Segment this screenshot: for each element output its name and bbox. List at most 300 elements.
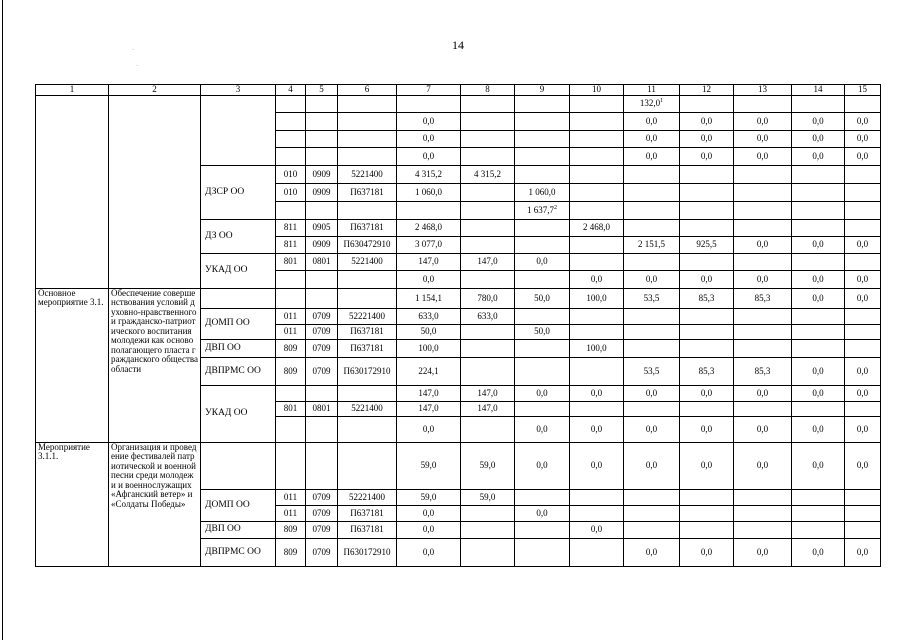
table-cell <box>792 96 845 113</box>
table-cell <box>792 309 845 325</box>
table-cell <box>36 96 109 289</box>
table-cell <box>734 166 792 184</box>
table-cell: 0,0 <box>734 271 792 289</box>
table-cell: 011 <box>276 490 306 506</box>
header-cell: 4 <box>276 85 306 96</box>
table-cell: 59,0 <box>397 490 461 506</box>
table-cell <box>515 309 570 325</box>
header-cell: 13 <box>734 85 792 96</box>
table-cell <box>338 113 397 131</box>
org-ukad: УКАД ОО <box>201 254 276 289</box>
table-cell <box>338 417 397 443</box>
table-cell: П637181 <box>338 340 397 358</box>
table-cell: 011 <box>276 325 306 340</box>
table-cell: П637181 <box>338 184 397 202</box>
table-cell: 809 <box>276 358 306 386</box>
table-cell: 50,0 <box>515 325 570 340</box>
table-cell <box>276 113 306 131</box>
table-cell: 0,0 <box>845 289 881 309</box>
table-cell <box>338 271 397 289</box>
table-cell <box>680 220 734 237</box>
table-cell <box>734 340 792 358</box>
measure-3-1-title: Основное мероприятие 3.1. <box>36 289 109 443</box>
table-cell: 0,0 <box>397 539 461 567</box>
table-cell <box>845 522 881 539</box>
table-cell <box>734 522 792 539</box>
table-cell <box>276 148 306 166</box>
table-cell: 0,0 <box>570 417 624 443</box>
table-row <box>36 289 881 309</box>
table-cell: 50,0 <box>397 325 461 340</box>
header-cell: 14 <box>792 85 845 96</box>
table-cell: 4 315,2 <box>397 166 461 184</box>
table-cell <box>201 289 276 309</box>
table-cell: 0,0 <box>792 417 845 443</box>
table-cell <box>792 184 845 202</box>
header-row <box>36 85 881 96</box>
table-cell <box>680 254 734 271</box>
table-cell: 1 637,7$^2$ <box>515 202 570 220</box>
table-cell: П637181 <box>338 220 397 237</box>
page-number: 14 <box>452 38 464 52</box>
table-cell: 0,0 <box>734 131 792 148</box>
table-cell: 0,0 <box>397 506 461 522</box>
table-cell: 011 <box>276 506 306 522</box>
table-cell <box>624 490 680 506</box>
table-cell: 0,0 <box>792 386 845 402</box>
table-cell <box>306 148 338 166</box>
table-cell <box>338 131 397 148</box>
header-cell: 12 <box>680 85 734 96</box>
table-cell: 59,0 <box>397 443 461 490</box>
table-cell <box>570 202 624 220</box>
org-dvprms: ДВПРМС ОО <box>201 358 276 386</box>
header-cell: 9 <box>515 85 570 96</box>
table-cell: 1 154,1 <box>397 289 461 309</box>
table-cell <box>461 96 515 113</box>
table-cell <box>734 506 792 522</box>
table-cell: П637181 <box>338 325 397 340</box>
table-cell: 0,0 <box>570 271 624 289</box>
table-cell <box>845 506 881 522</box>
table-cell <box>845 202 881 220</box>
table-cell: 5221400 <box>338 166 397 184</box>
table-cell: 0,0 <box>515 417 570 443</box>
table-cell <box>515 402 570 417</box>
table-cell <box>515 113 570 131</box>
table-cell: 0,0 <box>845 148 881 166</box>
table-cell: 0,0 <box>680 417 734 443</box>
header-cell: 1 <box>36 85 109 96</box>
table-cell <box>338 289 397 309</box>
table-cell: П637181 <box>338 506 397 522</box>
header-cell: 15 <box>845 85 881 96</box>
table-cell <box>338 386 397 402</box>
table-cell <box>792 325 845 340</box>
table-cell <box>734 184 792 202</box>
table-cell <box>845 254 881 271</box>
table-cell <box>792 202 845 220</box>
table-cell: 132,0$^1$ <box>624 96 680 113</box>
table-cell <box>570 96 624 113</box>
table-cell <box>570 184 624 202</box>
table-cell <box>570 539 624 567</box>
table-cell <box>734 490 792 506</box>
table-cell <box>515 148 570 166</box>
table-cell: 0,0 <box>624 131 680 148</box>
table-cell: 2 468,0 <box>397 220 461 237</box>
table-cell <box>624 522 680 539</box>
table-cell: 5221400 <box>338 402 397 417</box>
table-cell <box>792 220 845 237</box>
table-cell: 147,0 <box>397 254 461 271</box>
table-cell: 147,0 <box>461 254 515 271</box>
table-cell <box>570 148 624 166</box>
table-cell: 0,0 <box>845 539 881 567</box>
table-cell <box>109 96 201 289</box>
table-cell: 0,0 <box>792 539 845 567</box>
table-cell <box>680 309 734 325</box>
table-cell <box>461 506 515 522</box>
table-cell <box>734 202 792 220</box>
table-cell <box>515 522 570 539</box>
table-cell: 2 151,5 <box>624 237 680 254</box>
table-cell: 0,0 <box>624 539 680 567</box>
table-cell <box>461 184 515 202</box>
table-cell <box>276 417 306 443</box>
table-cell: 0,0 <box>792 271 845 289</box>
table-cell <box>461 522 515 539</box>
header-cell: 3 <box>201 85 276 96</box>
org-dz: ДЗ ОО <box>201 220 276 254</box>
table-cell: 1 060,0 <box>397 184 461 202</box>
table-cell <box>680 402 734 417</box>
table-cell: 0,0 <box>515 443 570 490</box>
table-cell: 633,0 <box>461 309 515 325</box>
table-cell <box>515 271 570 289</box>
header-cell: 11 <box>624 85 680 96</box>
table-cell <box>680 506 734 522</box>
table-cell: 809 <box>276 539 306 567</box>
table-cell <box>461 202 515 220</box>
table-cell <box>397 96 461 113</box>
table-cell <box>306 131 338 148</box>
table-cell: 85,3 <box>734 289 792 309</box>
table-cell: 0,0 <box>624 148 680 166</box>
table-cell <box>515 96 570 113</box>
table-cell <box>734 220 792 237</box>
org-domp: ДОМП ОО <box>201 490 276 522</box>
table-cell <box>845 490 881 506</box>
table-cell: 0709 <box>306 490 338 506</box>
table-cell <box>570 358 624 386</box>
table-row <box>36 443 881 490</box>
table-cell <box>306 417 338 443</box>
table-cell: 0,0 <box>680 386 734 402</box>
table-cell: 0,0 <box>680 443 734 490</box>
table-cell <box>680 166 734 184</box>
table-cell <box>276 131 306 148</box>
table-cell <box>306 113 338 131</box>
table-cell: 0,0 <box>845 386 881 402</box>
table-cell: 809 <box>276 340 306 358</box>
table-cell: 0,0 <box>845 417 881 443</box>
table-cell <box>624 184 680 202</box>
table-cell <box>338 443 397 490</box>
table-cell: 50,0 <box>515 289 570 309</box>
org-dvp: ДВП ОО <box>201 340 276 358</box>
table-cell <box>570 237 624 254</box>
table-cell <box>792 490 845 506</box>
table-cell: 925,5 <box>680 237 734 254</box>
budget-table <box>35 84 881 567</box>
table-cell <box>570 490 624 506</box>
table-cell: 0,0 <box>734 539 792 567</box>
table-cell: 0,0 <box>845 113 881 131</box>
table-cell: 0,0 <box>624 417 680 443</box>
org-dvprms: ДВПРМС ОО <box>201 539 276 567</box>
table-cell: 0,0 <box>792 358 845 386</box>
table-cell: 53,5 <box>624 358 680 386</box>
table-cell <box>734 96 792 113</box>
table-cell <box>276 289 306 309</box>
table-cell: 0909 <box>306 166 338 184</box>
table-cell: 0,0 <box>845 237 881 254</box>
table-cell: 0,0 <box>792 443 845 490</box>
table-cell: 0,0 <box>624 271 680 289</box>
table-cell: 011 <box>276 309 306 325</box>
table-cell <box>276 443 306 490</box>
table-cell <box>680 325 734 340</box>
table-cell <box>845 402 881 417</box>
table-cell <box>461 148 515 166</box>
table-cell <box>515 358 570 386</box>
table-cell: 0,0 <box>845 443 881 490</box>
table-cell <box>201 96 276 166</box>
table-cell: 0,0 <box>734 148 792 166</box>
table-cell <box>680 490 734 506</box>
table-cell <box>624 325 680 340</box>
table-cell <box>461 131 515 148</box>
table-cell: 0,0 <box>680 148 734 166</box>
table-cell: 0,0 <box>515 254 570 271</box>
table-cell <box>570 325 624 340</box>
table-cell: 147,0 <box>461 402 515 417</box>
table-cell <box>306 96 338 113</box>
table-cell: 85,3 <box>680 289 734 309</box>
table-cell <box>461 220 515 237</box>
table-cell <box>338 148 397 166</box>
table-cell <box>845 96 881 113</box>
table-cell: 0909 <box>306 184 338 202</box>
table-cell <box>792 166 845 184</box>
table-cell <box>680 184 734 202</box>
table-cell: 0,0 <box>680 271 734 289</box>
table-cell: 0,0 <box>845 131 881 148</box>
table-cell <box>276 271 306 289</box>
header-cell: 7 <box>397 85 461 96</box>
table-cell: 0,0 <box>734 113 792 131</box>
table-cell: 4 315,2 <box>461 166 515 184</box>
table-cell <box>734 309 792 325</box>
org-dvp: ДВП ОО <box>201 522 276 539</box>
table-cell: 59,0 <box>461 490 515 506</box>
table-cell: 0,0 <box>734 417 792 443</box>
table-cell: 1 060,0 <box>515 184 570 202</box>
table-cell: 0,0 <box>680 539 734 567</box>
table-cell: 85,3 <box>680 358 734 386</box>
header-cell: 5 <box>306 85 338 96</box>
table-cell <box>570 131 624 148</box>
table-cell: 0,0 <box>397 522 461 539</box>
table-cell: 0,0 <box>397 148 461 166</box>
table-cell: 0,0 <box>397 271 461 289</box>
table-cell: 85,3 <box>734 358 792 386</box>
table-cell <box>515 539 570 567</box>
table-cell <box>570 506 624 522</box>
scan-speck: · <box>132 46 135 54</box>
table-cell: 0709 <box>306 325 338 340</box>
table-cell <box>624 506 680 522</box>
table-cell <box>734 402 792 417</box>
table-cell <box>461 237 515 254</box>
table-cell <box>570 113 624 131</box>
table-cell <box>624 254 680 271</box>
table-cell: 809 <box>276 522 306 539</box>
scan-speck: · <box>136 62 139 70</box>
table-cell <box>515 490 570 506</box>
table-cell <box>306 202 338 220</box>
table-cell: 0,0 <box>792 237 845 254</box>
table-cell: 780,0 <box>461 289 515 309</box>
table-cell: 811 <box>276 237 306 254</box>
table-cell <box>570 402 624 417</box>
table-cell: 3 077,0 <box>397 237 461 254</box>
header-cell: 8 <box>461 85 515 96</box>
table-cell <box>461 113 515 131</box>
table-cell <box>397 202 461 220</box>
table-cell: 0709 <box>306 539 338 567</box>
measure-3-1-description: Обеспечение совершенствования условий духовно-нравственного и гражданско-патриотического воспитания молодежи как основополагающего пласта гражданского общества области <box>109 289 201 443</box>
table-cell <box>624 166 680 184</box>
table-cell: 0,0 <box>680 131 734 148</box>
table-cell: П630172910 <box>338 358 397 386</box>
table-cell <box>338 202 397 220</box>
table-cell: 0,0 <box>734 443 792 490</box>
table-cell <box>845 325 881 340</box>
table-cell <box>734 254 792 271</box>
table-cell: 0709 <box>306 506 338 522</box>
table-cell: 801 <box>276 402 306 417</box>
table-cell <box>680 202 734 220</box>
table-cell: 52221400 <box>338 309 397 325</box>
table-cell: 224,1 <box>397 358 461 386</box>
table-cell: 0,0 <box>570 522 624 539</box>
table-cell: 0,0 <box>845 271 881 289</box>
table-cell <box>680 96 734 113</box>
table-cell <box>461 539 515 567</box>
table-cell <box>680 522 734 539</box>
table-cell <box>570 309 624 325</box>
table-cell: 52221400 <box>338 490 397 506</box>
table-cell: 0,0 <box>734 237 792 254</box>
table-cell <box>461 358 515 386</box>
table-cell <box>201 443 276 490</box>
table-cell <box>792 340 845 358</box>
table-cell <box>306 289 338 309</box>
table-cell: 0909 <box>306 237 338 254</box>
table-cell <box>845 220 881 237</box>
table-cell <box>792 254 845 271</box>
table-cell: 811 <box>276 220 306 237</box>
table-cell: 100,0 <box>570 340 624 358</box>
table-cell <box>306 271 338 289</box>
table-cell: 147,0 <box>397 386 461 402</box>
table-cell: 0801 <box>306 254 338 271</box>
table-cell <box>306 443 338 490</box>
table-cell <box>845 340 881 358</box>
table-cell <box>276 386 306 402</box>
table-cell: 0,0 <box>845 358 881 386</box>
table-cell: 0,0 <box>397 417 461 443</box>
table-cell: 0,0 <box>624 386 680 402</box>
table-cell: П630472910 <box>338 237 397 254</box>
table-cell: 633,0 <box>397 309 461 325</box>
table-cell: П637181 <box>338 522 397 539</box>
table-cell <box>461 271 515 289</box>
table-cell: 147,0 <box>397 402 461 417</box>
table-cell <box>570 166 624 184</box>
table-cell: 801 <box>276 254 306 271</box>
table-cell: 0,0 <box>397 131 461 148</box>
table-cell <box>515 166 570 184</box>
table-cell <box>461 417 515 443</box>
table-cell: 0709 <box>306 358 338 386</box>
table-cell <box>276 96 306 113</box>
table-cell: 100,0 <box>570 289 624 309</box>
table-cell <box>792 522 845 539</box>
table-cell <box>515 220 570 237</box>
table-row <box>36 96 881 113</box>
table-cell: 0,0 <box>397 113 461 131</box>
table-cell: 0709 <box>306 522 338 539</box>
table-cell <box>515 340 570 358</box>
table-cell <box>624 202 680 220</box>
table-cell <box>515 131 570 148</box>
table-cell <box>845 309 881 325</box>
table-cell: 0,0 <box>792 148 845 166</box>
table-cell <box>792 402 845 417</box>
table-cell: 0,0 <box>515 506 570 522</box>
table-cell: 59,0 <box>461 443 515 490</box>
table-cell <box>734 325 792 340</box>
table-cell <box>276 202 306 220</box>
table-cell: 100,0 <box>397 340 461 358</box>
measure-3-1-1-title: Мероприятие 3.1.1. <box>36 443 109 567</box>
table-cell: 147,0 <box>461 386 515 402</box>
header-cell: 10 <box>570 85 624 96</box>
table-cell: 0,0 <box>792 289 845 309</box>
table-cell: 010 <box>276 184 306 202</box>
table-cell <box>570 254 624 271</box>
table-cell: 0801 <box>306 402 338 417</box>
table-cell <box>338 96 397 113</box>
table-cell <box>306 386 338 402</box>
table-cell: 010 <box>276 166 306 184</box>
table-cell: 0709 <box>306 309 338 325</box>
table-cell <box>461 325 515 340</box>
measure-3-1-1-description: Организация и проведение фестивалей патриотической и военной песни среди молодежи и военнослужащих «Афганский ветер» и «Солдаты Победы» <box>109 443 201 567</box>
